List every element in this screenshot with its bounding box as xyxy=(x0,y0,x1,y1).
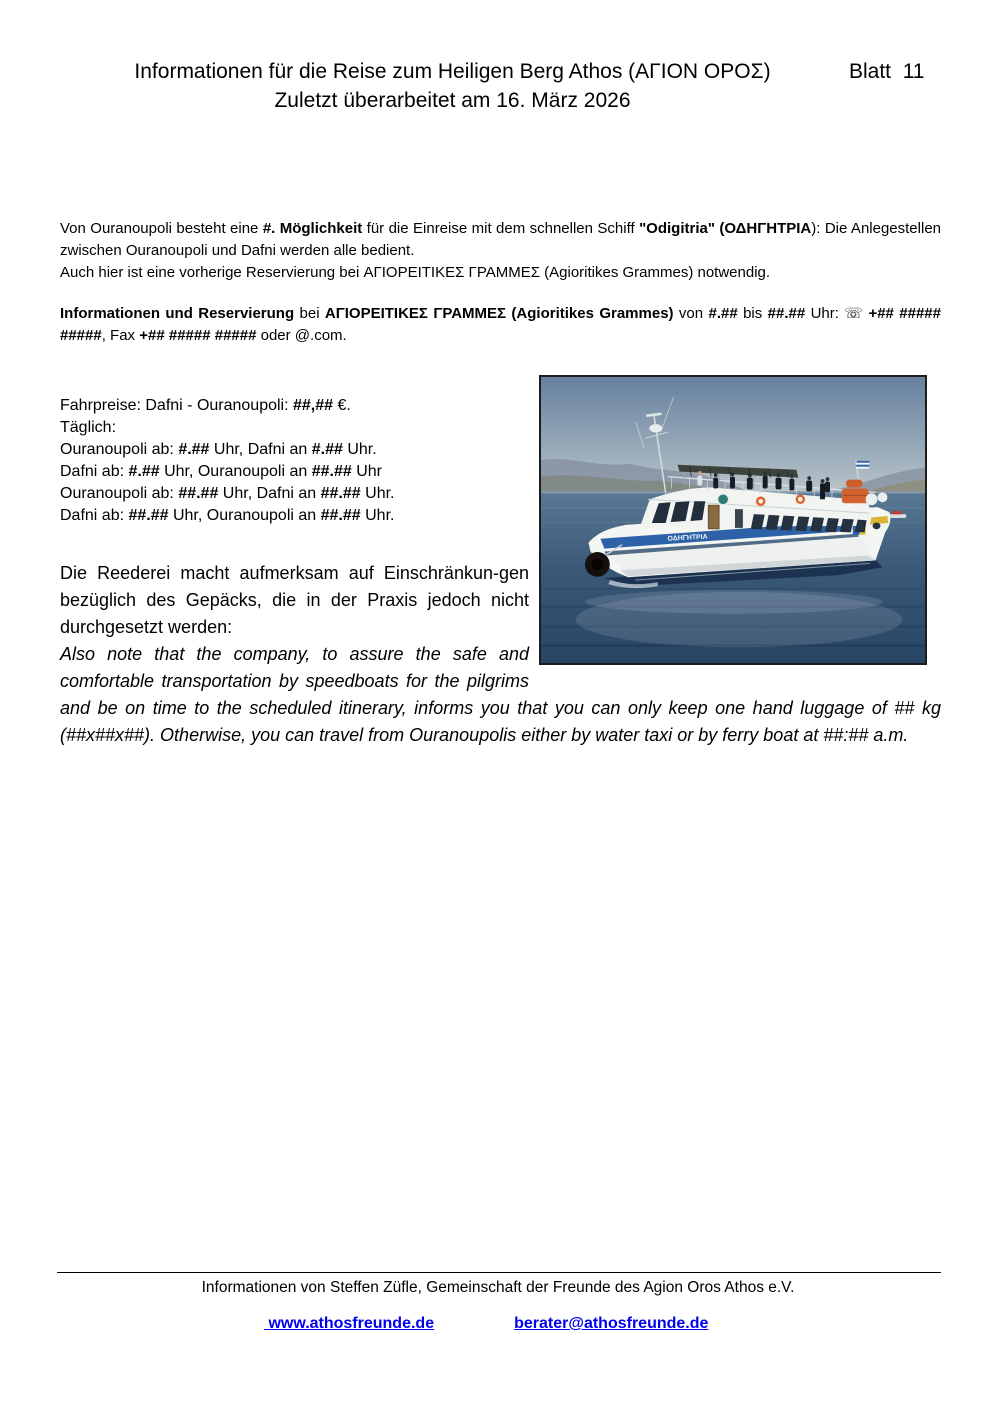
fare-text: Ouranoupoli ab: xyxy=(60,485,179,502)
luggage-note-english-italic: Also note that the company, to assure the safe and comfortable transportation by speedboats for the pilgrims and be on time to the scheduled itinerary, informs you that you can only keep one hand luggage of ## kg (##x##x##). Otherwise, you can travel from Ouranoupolis either by water taxi or by ferry boat at ##:## a.m. xyxy=(60,644,941,745)
fare-text: Uhr, Ouranoupoli an xyxy=(159,463,312,480)
intro-possibility-bold: #. Möglichkeit xyxy=(262,220,363,237)
reservation-phone-bold: +## ##### ##### xyxy=(60,305,941,344)
intro-text: Von Ouranoupoli besteht eine xyxy=(60,220,263,237)
reservation-text: von xyxy=(673,305,709,322)
fare-text: Uhr xyxy=(351,463,382,480)
boat-photo-illustration xyxy=(541,377,925,663)
fare-text: Uhr, Dafni an xyxy=(218,485,321,502)
page-title xyxy=(0,57,905,115)
fare-time-bold: #.## xyxy=(178,441,210,458)
luggage-note-german: Die Reederei macht aufmerksam auf Einschränkun-gen bezüglich des Gepäcks, die in der Praxis jedoch nicht durchgesetzt werden: xyxy=(60,563,529,637)
fare-time-bold: ##.## xyxy=(128,507,169,524)
reservation-text: bei xyxy=(294,305,325,322)
intro-text: für die Einreise mit dem schnellen Schiff xyxy=(362,220,640,237)
sheet-number: Blatt 11 xyxy=(849,60,925,83)
fare-text: Dafni ab: xyxy=(60,463,129,480)
fare-text: Uhr. xyxy=(360,507,395,524)
fare-text: €. xyxy=(333,397,351,414)
fare-time-bold: ##.## xyxy=(178,485,219,502)
fare-text: Dafni ab: xyxy=(60,507,129,524)
page-footer xyxy=(0,1272,996,1333)
reservation-text: oder @.com. xyxy=(256,327,347,344)
fare-time-bold: #.## xyxy=(311,441,343,458)
fare-text: Uhr. xyxy=(360,485,395,502)
reservation-paragraph xyxy=(60,303,941,347)
intro-text: ): Die Anlegestellen zwischen Ouranoupoli und Dafni werden alle bedient. xyxy=(60,220,941,259)
page-title-line2: Zuletzt überarbeitet am 16. März 2026 xyxy=(274,89,631,112)
fare-text: Uhr, Ouranoupoli an xyxy=(168,507,321,524)
telephone-icon: Uhr: ☏ xyxy=(805,305,869,322)
reservation-text: , Fax xyxy=(101,327,140,344)
boat-photo xyxy=(539,375,927,665)
fare-text: Ouranoupoli ab: xyxy=(60,441,179,458)
intro-reservation-note: Auch hier ist eine vorherige Reservierung bei ΑΓΙΟΡΕΙΤΙΚΕΣ ΓΡΑΜΜΕΣ (Agioritikes Grammes) notwendig. xyxy=(60,264,771,281)
website-link[interactable]: www.athosfreunde.de xyxy=(264,1315,435,1332)
reservation-time-bold: #.## xyxy=(708,305,738,322)
content-section xyxy=(60,351,941,749)
fare-text: Uhr, Dafni an xyxy=(209,441,312,458)
page-title-line1: Informationen für die Reise zum Heiligen Berg Athos (ΑΓΙΟΝ ΟΡΟΣ) xyxy=(134,60,771,83)
reservation-company-bold: ΑΓΙΟΡΕΙΤΙΚΕΣ ΓΡΑΜΜΕΣ (Agioritikes Grammes) xyxy=(324,305,674,322)
fare-text: Fahrpreise: Dafni - Ouranoupoli: xyxy=(60,397,293,414)
footer-info-line: Informationen von Steffen Züfle, Gemeinschaft der Freunde des Agion Oros Athos e.V. xyxy=(201,1279,795,1296)
fare-text: Täglich: xyxy=(60,419,117,436)
footer-divider xyxy=(57,1272,941,1273)
email-link[interactable]: berater@athosfreunde.de xyxy=(514,1315,709,1332)
fare-price-bold: ##,## xyxy=(293,397,334,414)
intro-paragraph xyxy=(60,218,941,284)
footer-links xyxy=(0,1315,996,1333)
reservation-time-bold: ##.## xyxy=(767,305,806,322)
intro-ship-name-bold: "Odigitria" (ΟΔΗΓΗΤΡΙΑ xyxy=(639,220,812,237)
fare-time-bold: ##.## xyxy=(320,507,361,524)
fare-time-bold: ##.## xyxy=(320,485,361,502)
fare-time-bold: #.## xyxy=(128,463,160,480)
fare-time-bold: ##.## xyxy=(311,463,352,480)
boat-name-text: ΟΔΗΓΗΤΡΙΑ xyxy=(667,533,708,543)
wheelhouse-windows xyxy=(652,501,705,523)
reservation-fax-bold: +## ##### ##### xyxy=(139,327,257,344)
fare-text: Uhr. xyxy=(342,441,377,458)
reservation-heading-bold: Informationen und Reservierung xyxy=(60,305,295,322)
reservation-text: bis xyxy=(737,305,768,322)
